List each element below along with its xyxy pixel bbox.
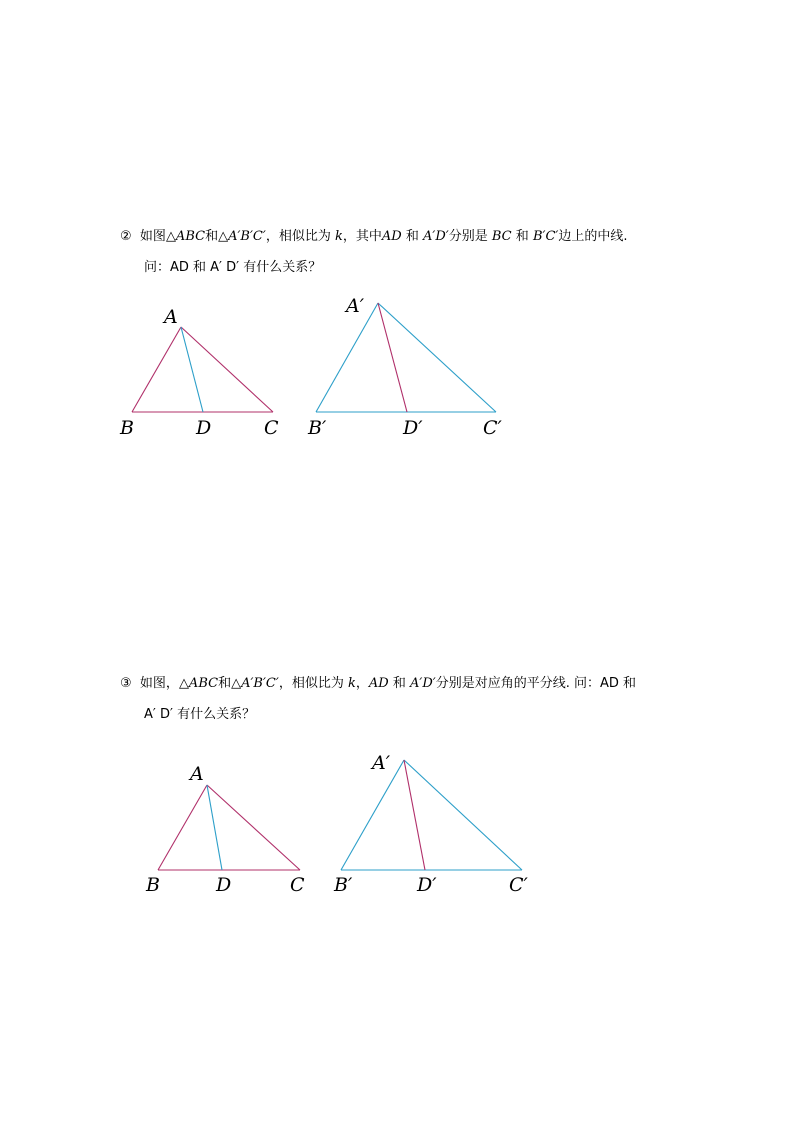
- problem2-number: ②: [120, 229, 132, 244]
- side-a2b2: [341, 760, 404, 870]
- problem3-question: A′ D′ 有什么关系？: [144, 707, 256, 722]
- label-a-prime: A′: [346, 295, 365, 317]
- problem3-statement: ③ 如图，△ABC和△A′B′C′，相似比为 k，AD 和 A′D′分别是对应角的平分线. 问：AD 和: [120, 676, 637, 691]
- triangle-abc-figure-3: [145, 763, 305, 896]
- triangle-abc-figure-2: [119, 306, 279, 439]
- label-b-prime: B′: [334, 874, 353, 896]
- label-a: A: [164, 306, 178, 328]
- median-a2d2: [378, 303, 407, 412]
- label-a: A: [190, 763, 204, 785]
- label-c: C: [290, 874, 305, 896]
- triangle-a2b2c2-figure-2: [307, 295, 503, 439]
- bisector-ad: [207, 785, 222, 870]
- label-c-prime: C′: [509, 874, 528, 896]
- label-d: D: [216, 874, 232, 896]
- problem2-statement: ② 如图△ABC和△A′B′C′，相似比为 k，其中AD 和 A′D′分别是 BC 和 B′C′边上的中线.: [120, 229, 628, 244]
- label-b: B: [120, 417, 134, 439]
- median-ad: [181, 327, 203, 412]
- label-d: D: [196, 417, 212, 439]
- problem2-question: 问：AD 和 A′ D′ 有什么关系？: [144, 260, 322, 275]
- side-a2c2: [378, 303, 496, 412]
- label-c-prime: C′: [483, 417, 502, 439]
- label-d-prime: D′: [417, 874, 437, 896]
- side-a2b2: [316, 303, 378, 412]
- side-ac: [181, 327, 273, 412]
- label-c: C: [264, 417, 279, 439]
- side-ac: [207, 785, 300, 870]
- problem3-number: ③: [120, 676, 132, 691]
- label-b: B: [146, 874, 160, 896]
- label-b-prime: B′: [308, 417, 327, 439]
- label-d-prime: D′: [403, 417, 423, 439]
- side-ab: [132, 327, 181, 412]
- triangle-a2b2c2-figure-3: [333, 752, 529, 896]
- side-ab: [158, 785, 207, 870]
- label-a-prime: A′: [372, 752, 391, 774]
